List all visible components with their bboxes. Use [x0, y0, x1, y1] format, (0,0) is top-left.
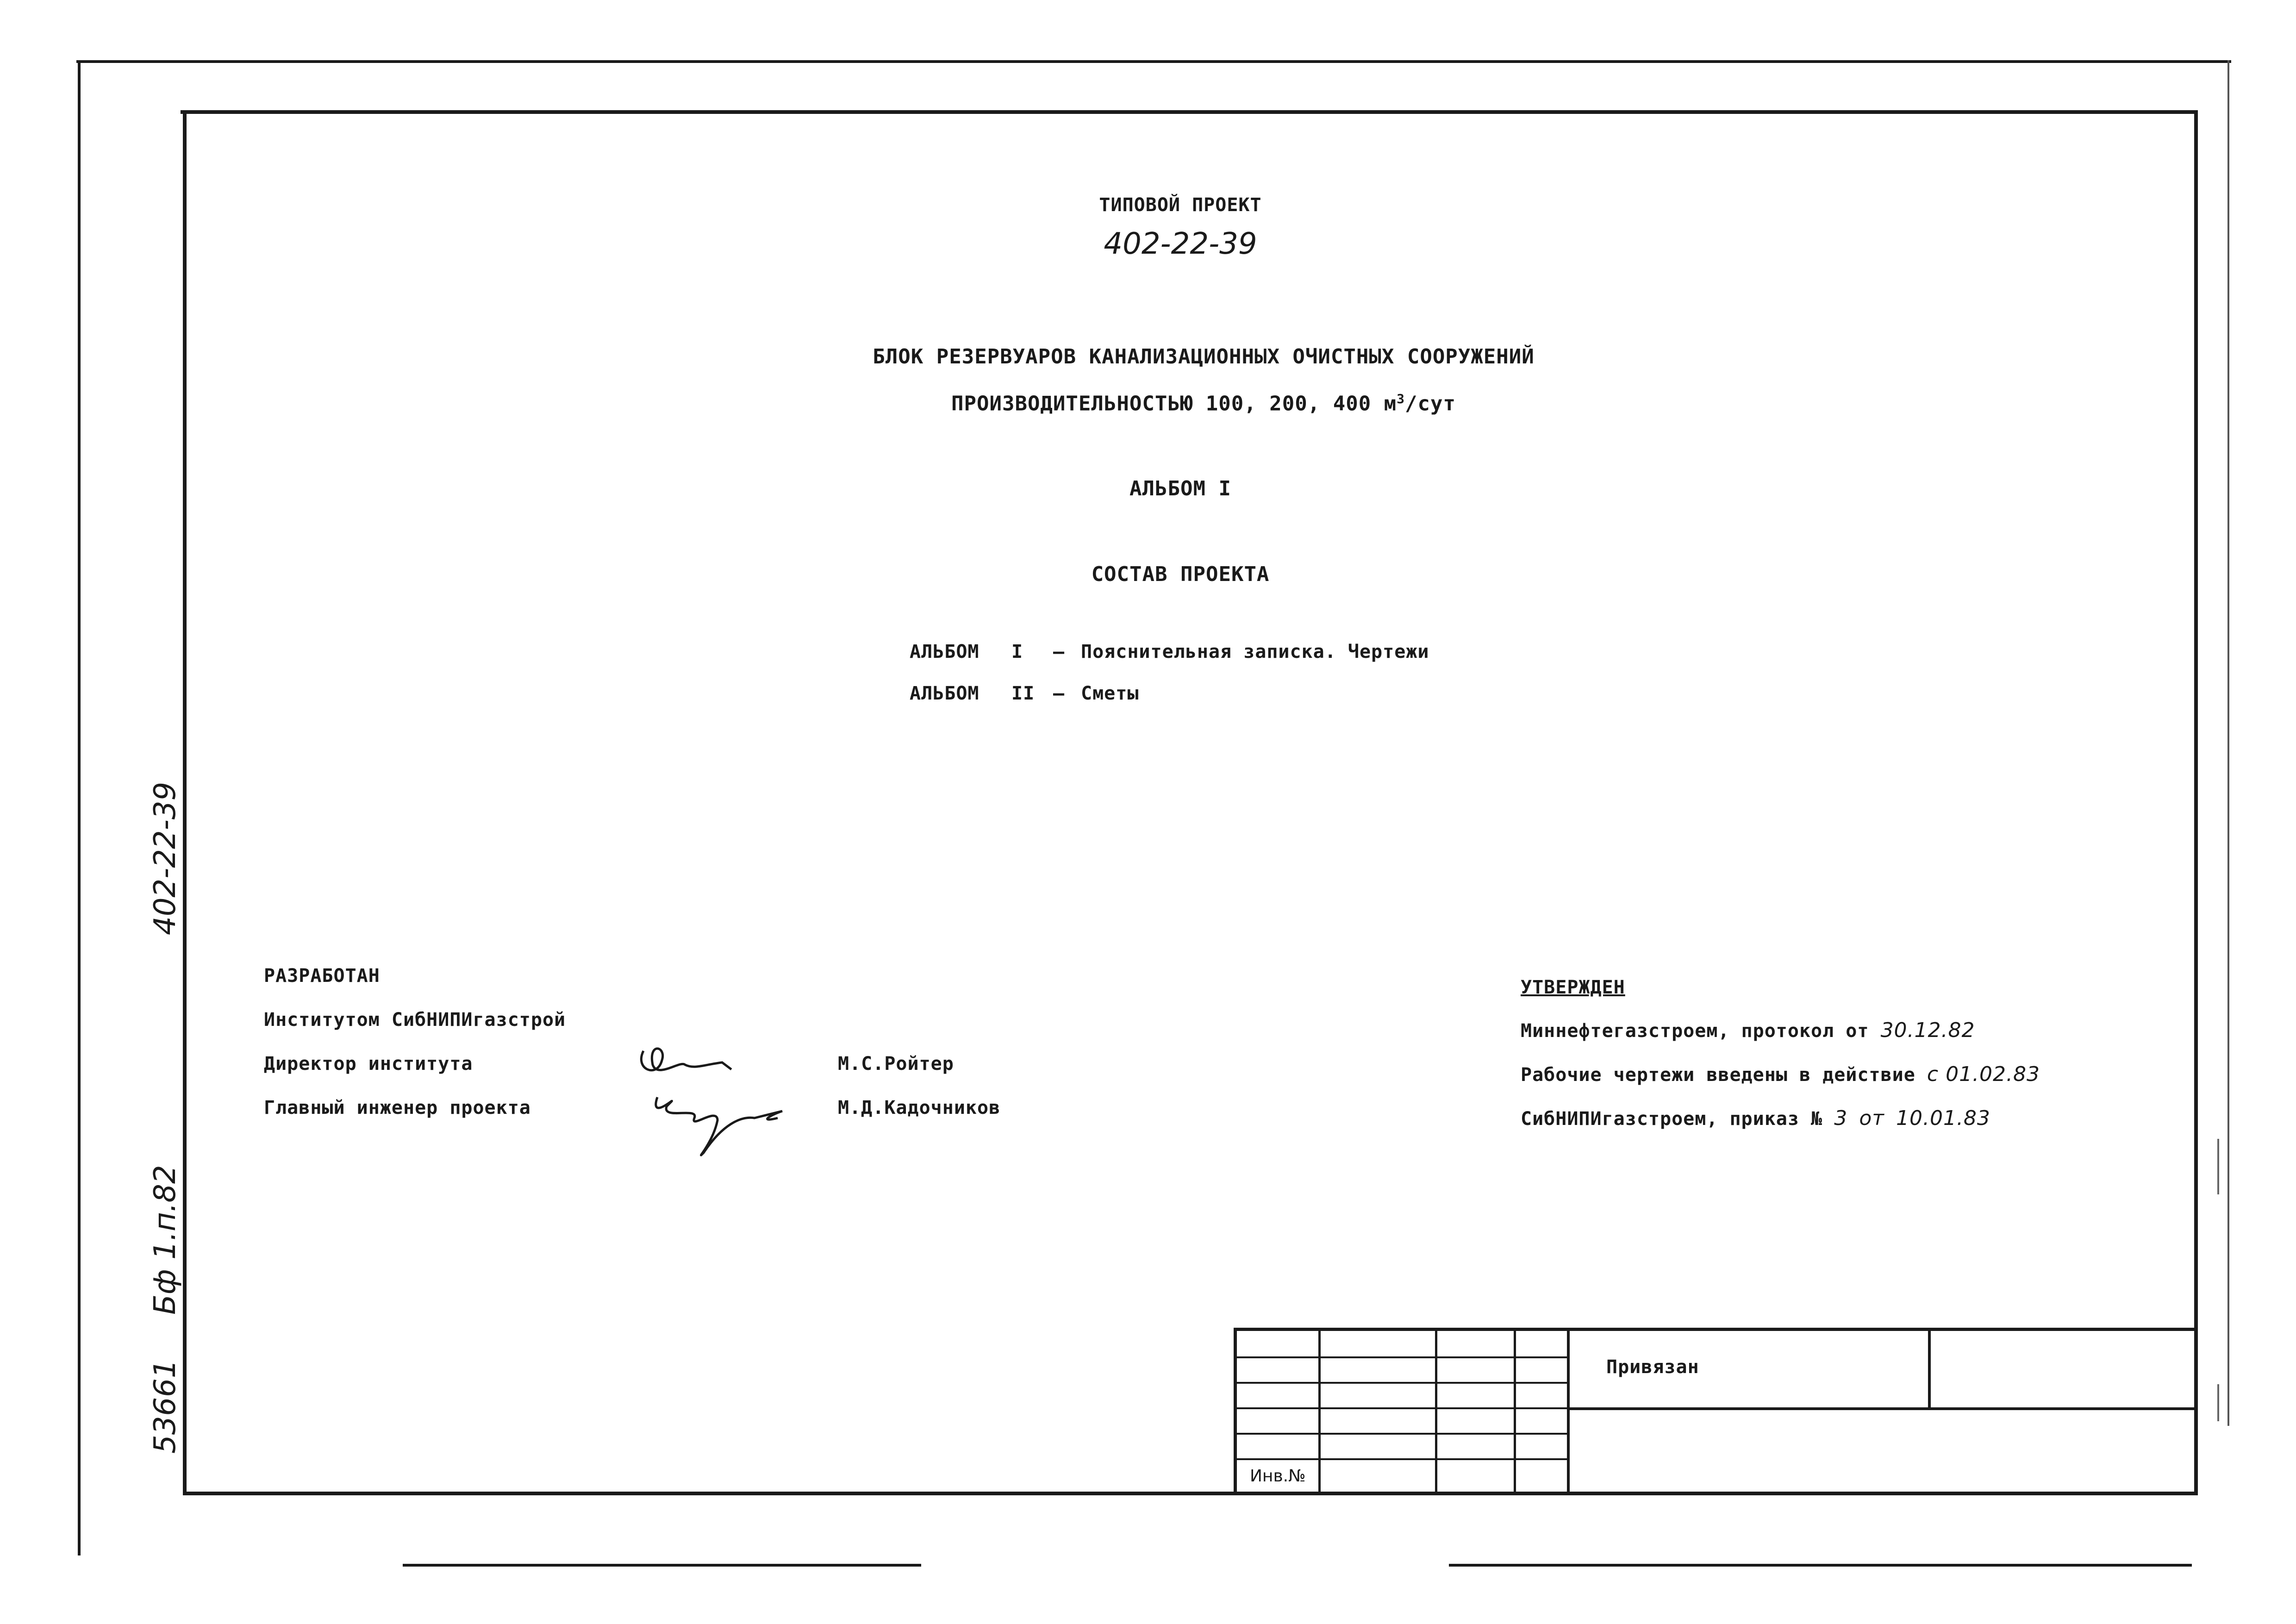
approved-line-3 [1521, 1106, 1990, 1130]
composition-album: АЛЬБОМ [910, 641, 980, 662]
outer-right-line [2227, 60, 2229, 1426]
approved-line-1-text: Миннефтегазстроем, протокол от [1521, 1020, 1869, 1042]
composition-dash: – [1053, 683, 1065, 704]
approved-line-3-date: 10.01.83 [1896, 1106, 1990, 1130]
frame-top [181, 110, 2198, 114]
bottom-stub-right [1449, 1564, 2192, 1567]
composition-row-2 [910, 683, 1558, 704]
tb-h2 [1234, 1382, 1569, 1384]
doc-type: ТИПОВОЙ ПРОЕКТ [1099, 194, 1262, 216]
developed-institute: Институтом СибНИПИгазстрой [264, 1009, 566, 1031]
tb-v3 [1514, 1328, 1516, 1493]
album-label: АЛЬБОМ I [1129, 477, 1231, 500]
frame-left [183, 110, 187, 1494]
tb-top [1234, 1328, 2196, 1331]
title-line-2-suffix: /сут [1405, 392, 1456, 416]
title-line-2-prefix: ПРОИЗВОДИТЕЛЬНОСТЬЮ 100, 200, 400 м [951, 392, 1397, 416]
side-project-code: 402-22-39 [148, 781, 182, 935]
tb-h1 [1234, 1356, 1569, 1358]
binding-label: Привязан [1606, 1356, 1699, 1378]
inv-label: Инв.№ [1250, 1467, 1306, 1486]
title-line-2-sup: 3 [1397, 391, 1405, 406]
approved-heading: УТВЕРЖДЕН [1521, 977, 1625, 998]
composition-desc: Пояснительная записка. Чертежи [1081, 641, 1429, 662]
bottom-stub-left [403, 1564, 921, 1567]
engineer-signature [656, 1097, 782, 1155]
frame-right [2194, 110, 2198, 1494]
approved-line-2-date: с 01.02.83 [1927, 1062, 2040, 1086]
tb-v4 [1567, 1328, 1570, 1493]
tb-left [1234, 1328, 1237, 1493]
director-name: М.С.Ройтер [838, 1053, 954, 1074]
composition-dash: – [1053, 641, 1065, 662]
title-line-2 [694, 391, 1713, 416]
composition-num: I [1011, 641, 1023, 662]
project-number: 402-22-39 [1104, 227, 1257, 261]
approved-line-3-from: от [1859, 1106, 1884, 1130]
tb-h5 [1234, 1458, 1569, 1460]
director-role: Директор института [264, 1053, 473, 1074]
right-edge-mark-1 [2217, 1139, 2219, 1194]
outer-top-line [76, 60, 2231, 63]
side-inventory: 53661 [148, 1359, 182, 1454]
composition-row-1 [910, 641, 1558, 662]
approved-line-2 [1521, 1062, 2040, 1086]
title-line-1: БЛОК РЕЗЕРВУАРОВ КАНАЛИЗАЦИОННЫХ ОЧИСТНЫХ СООРУЖЕНИЙ [873, 345, 1535, 369]
outer-left-line [78, 60, 81, 1555]
approved-line-3-text: СибНИПИгазстроем, приказ № [1521, 1108, 1823, 1130]
director-signature [641, 1049, 731, 1070]
composition-album: АЛЬБОМ [910, 683, 980, 704]
approved-line-3-num: 3 [1834, 1106, 1848, 1130]
signatures [630, 1032, 824, 1171]
composition-num: II [1011, 683, 1035, 704]
side-note: Бф 1.п.82 [148, 1165, 182, 1315]
composition-heading: СОСТАВ ПРОЕКТА [1091, 562, 1270, 586]
approved-line-1-date: 30.12.82 [1880, 1018, 1975, 1042]
tb-h4 [1234, 1433, 1569, 1435]
developed-heading: РАЗРАБОТАН [264, 965, 380, 987]
approved-line-2-text: Рабочие чертежи введены в действие [1521, 1064, 1915, 1086]
tb-right-v [1928, 1328, 1931, 1409]
approved-line-1 [1521, 1018, 1975, 1042]
tb-h3 [1234, 1407, 1569, 1409]
tb-v2 [1435, 1328, 1437, 1493]
engineer-role: Главный инженер проекта [264, 1097, 531, 1118]
right-edge-mark-2 [2217, 1384, 2219, 1421]
tb-v1 [1318, 1328, 1321, 1493]
tb-right-h [1567, 1407, 2196, 1410]
composition-desc: Сметы [1081, 683, 1139, 704]
frame-bottom [183, 1492, 2198, 1495]
engineer-name: М.Д.Кадочников [838, 1097, 1001, 1118]
